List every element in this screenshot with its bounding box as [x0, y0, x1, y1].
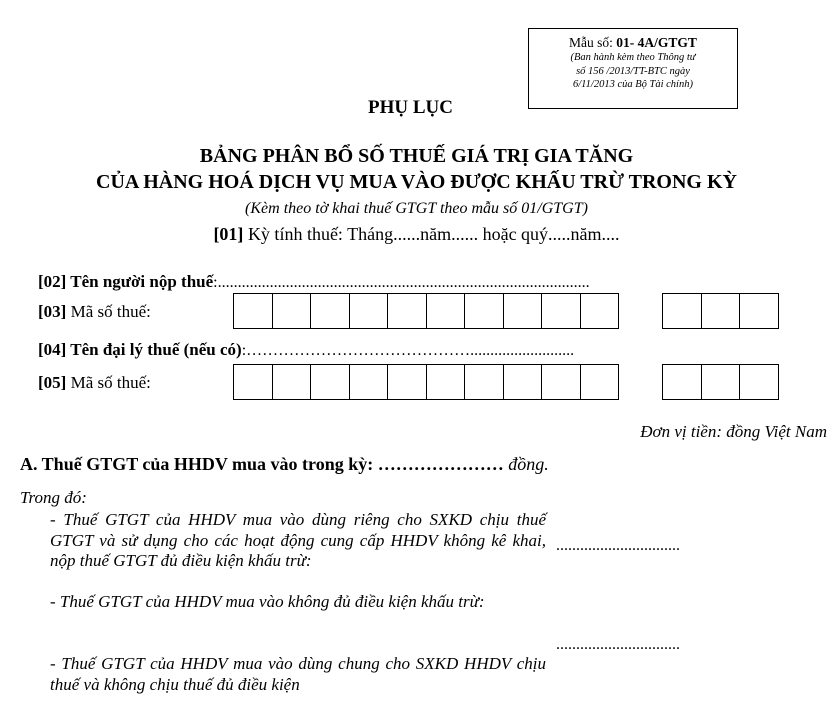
- agent-tax-code-digit-cell[interactable]: [272, 364, 312, 400]
- agent-tax-code-digit-cell[interactable]: [503, 364, 543, 400]
- title-line-2: CỦA HÀNG HOÁ DỊCH VỤ MUA VÀO ĐƯỢC KHẤU TRỪ TRONG KỲ: [96, 171, 737, 193]
- tax-code-digit-cell[interactable]: [541, 293, 581, 329]
- agent-tax-code-digit-cell[interactable]: [464, 364, 504, 400]
- tax-code-suffix-grid-1[interactable]: [662, 293, 779, 329]
- subtitle: (Kèm theo tờ khai thuế GTGT theo mẫu số 01/GTGT): [245, 200, 588, 217]
- tax-code-label-1: [03] Mã số thuế:: [38, 302, 151, 321]
- taxpayer-name-row: [02] Tên người nộp thuế:.............................................................................................: [38, 272, 590, 291]
- section-a-heading: A. Thuế GTGT của HHDV mua vào trong kỳ: ………………… đồng.: [20, 454, 549, 474]
- section-a-item-1: - Thuế GTGT của HHDV mua vào dùng riêng cho SXKD chịu thuế GTGT và sử dụng cho các hoạt động cung cấp HHDV không kê khai, nộp thuế GTGT đủ điều kiện khấu trừ:: [50, 510, 546, 570]
- agent-tax-code-digit-cell[interactable]: [233, 364, 273, 400]
- tax-code-suffix-cell[interactable]: [662, 293, 702, 329]
- agent-tax-code-digit-cell[interactable]: [387, 364, 427, 400]
- tax-code-digit-cell[interactable]: [387, 293, 427, 329]
- agent-tax-code-suffix-cell[interactable]: [739, 364, 779, 400]
- tax-code-digit-cell[interactable]: [233, 293, 273, 329]
- tax-code-suffix-cell[interactable]: [701, 293, 741, 329]
- tax-code-grid-2[interactable]: [233, 364, 619, 400]
- agent-tax-code-suffix-cell[interactable]: [662, 364, 702, 400]
- tax-code-digit-cell[interactable]: [464, 293, 504, 329]
- trong-do-label: Trong đó:: [20, 488, 87, 507]
- tax-code-digit-cell[interactable]: [349, 293, 389, 329]
- agent-tax-code-digit-cell[interactable]: [349, 364, 389, 400]
- agent-tax-code-digit-cell[interactable]: [541, 364, 581, 400]
- appendix-heading: PHỤ LỤC: [368, 97, 453, 118]
- agent-tax-code-digit-cell[interactable]: [310, 364, 350, 400]
- section-a-item-3: - Thuế GTGT của HHDV mua vào dùng chung cho SXKD HHDV chịu thuế và không chịu thuế đủ điều kiện: [50, 654, 546, 694]
- form-code-box: [528, 28, 738, 109]
- tax-code-grid-1[interactable]: [233, 293, 619, 329]
- issued-line-3: 6/11/2013 của Bộ Tài chính): [573, 79, 693, 90]
- agent-tax-code-digit-cell[interactable]: [426, 364, 466, 400]
- tax-code-suffix-grid-2[interactable]: [662, 364, 779, 400]
- tax-code-digit-cell[interactable]: [310, 293, 350, 329]
- tax-code-digit-cell[interactable]: [426, 293, 466, 329]
- issued-line-2: số 156 /2013/TT-BTC ngày: [576, 65, 690, 77]
- tax-code-suffix-cell[interactable]: [739, 293, 779, 329]
- currency-unit: Đơn vị tiền: đồng Việt Nam: [640, 422, 827, 441]
- agent-name-row: [04] Tên đại lý thuế (nếu có):……………………………………..........................: [38, 340, 575, 359]
- title-line-1: BẢNG PHÂN BỔ SỐ THUẾ GIÁ TRỊ GIA TĂNG: [199, 145, 634, 167]
- issued-line-1: (Ban hành kèm theo Thông tư: [570, 52, 696, 63]
- tax-code-digit-cell[interactable]: [272, 293, 312, 329]
- section-a-item-2: - Thuế GTGT của HHDV mua vào không đủ điều kiện khấu trừ:: [50, 592, 485, 611]
- form-code: Mẫu số: 01- 4A/GTGT: [569, 35, 697, 50]
- section-a-item-1-value: ...............................: [556, 537, 680, 554]
- tax-code-digit-cell[interactable]: [503, 293, 543, 329]
- tax-code-digit-cell[interactable]: [580, 293, 620, 329]
- tax-code-label-2: [05] Mã số thuế:: [38, 373, 151, 392]
- agent-tax-code-suffix-cell[interactable]: [701, 364, 741, 400]
- section-a-item-2-value: ...............................: [556, 636, 680, 653]
- tax-period: [01] Kỳ tính thuế: Tháng......năm...... hoặc quý.....năm....: [213, 224, 620, 244]
- agent-tax-code-digit-cell[interactable]: [580, 364, 620, 400]
